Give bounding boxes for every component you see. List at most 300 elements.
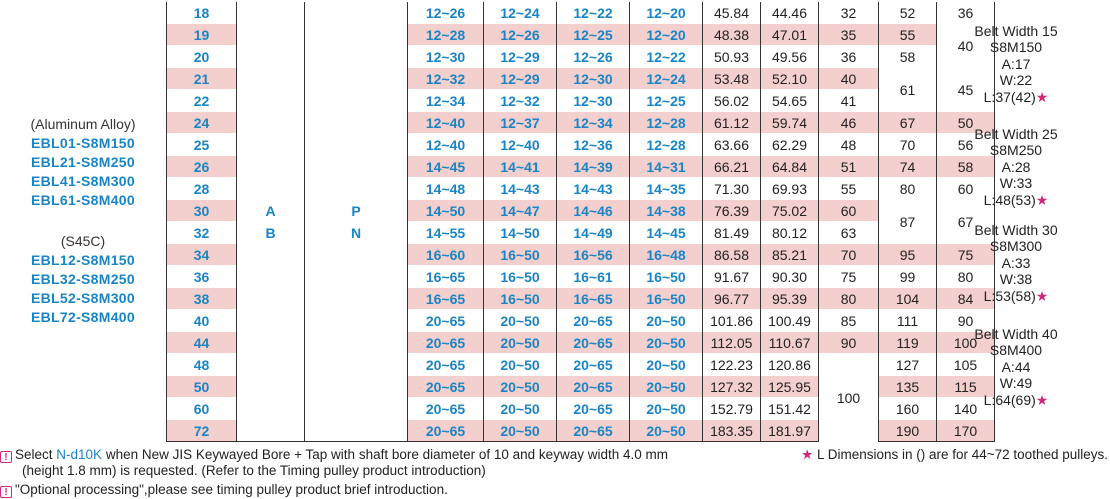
dimension-c-cell: 55 [819,178,879,200]
belt-block-40 [922,326,1110,408]
bore-range-cell: 16~50 [484,244,557,266]
bore-range-cell: 14~43 [484,178,557,200]
bore-range-cell: 12~30 [557,68,630,90]
type-a-cell [237,2,305,24]
diameter-cell: 61.12 [703,112,761,134]
type-p-cell [305,24,408,46]
aluminum-label: (Aluminum Alloy) [30,116,136,132]
table-row [167,68,995,90]
dimension-e-cell: 104 [879,288,937,310]
belt-l: L:37(42) [983,88,1036,105]
model-code: EBL41-S8M300 [31,173,135,189]
bore-range-cell: 12~29 [484,68,557,90]
dimension-c-cell: 46 [819,112,879,134]
note-text: L Dimensions in () are for 44~72 toothed pulleys. [816,447,1108,462]
belt-l-row [922,192,1110,208]
type-p-cell [305,68,408,90]
type-a-cell [237,156,305,178]
star-icon: ★ [801,447,814,462]
diameter-cell: 183.35 [703,420,761,442]
belt-w: W:22 [999,72,1033,89]
diameter-cell: 110.67 [761,332,819,354]
diameter-cell: 59.74 [761,112,819,134]
bore-range-cell: 12~25 [630,90,703,112]
bore-range-cell: 14~39 [557,156,630,178]
bore-range-cell: 20~50 [484,332,557,354]
dimension-e-cell: 190 [879,420,937,442]
dimension-f-cell: 100 [937,332,995,354]
teeth-count-cell: 19 [167,24,237,46]
diameter-cell: 90.30 [761,266,819,288]
bore-range-cell: 16~50 [484,266,557,288]
bore-range-cell: 12~34 [557,112,630,134]
model-code: EBL52-S8M300 [31,290,135,306]
bore-range-cell: 14~50 [484,222,557,244]
table-row [167,134,995,156]
belt-a: A:28 [1001,158,1031,175]
type-a-cell [237,46,305,68]
dimension-c-cell: 90 [819,332,879,354]
bore-range-cell: 16~50 [630,266,703,288]
dimension-f-cell: 67 [937,200,995,244]
type-a-cell [237,332,305,354]
note-text: when New JIS Keywayed Bore + Tap with shaft bore diameter of 10 and keyway width 4.0 mm [102,447,668,462]
bore-range-cell: 20~50 [630,398,703,420]
type-p-cell [305,420,408,442]
belt-l: L:48(53) [983,191,1036,208]
bore-range-cell: 14~45 [630,222,703,244]
star-note [801,446,1108,463]
note-text: Select [15,447,57,462]
bore-range-cell: 14~35 [630,178,703,200]
teeth-count-cell: 25 [167,134,237,156]
bore-range-cell: 12~26 [557,46,630,68]
table-row [167,24,995,46]
teeth-count-cell: 22 [167,90,237,112]
belt-a: A:33 [1001,254,1031,271]
bore-range-cell: 12~40 [484,134,557,156]
dimension-e-cell: 70 [879,134,937,156]
belt-model: S8M150 [989,39,1043,56]
dimension-c-cell: 48 [819,134,879,156]
belt-width: Belt Width 15 [974,23,1058,39]
type-p-cell [305,46,408,68]
teeth-count-cell: 28 [167,178,237,200]
dimension-e-cell: 135 [879,376,937,398]
type-p-cell: N [305,222,408,244]
dimension-f-cell: 84 [937,288,995,310]
belt-model: S8M400 [989,342,1043,359]
diameter-cell: 181.97 [761,420,819,442]
dimension-c-cell: 100 [819,354,879,442]
bore-range-cell: 14~31 [630,156,703,178]
diameter-cell: 75.02 [761,200,819,222]
table-row [167,266,995,288]
diameter-cell: 76.39 [703,200,761,222]
bore-range-cell: 14~48 [408,178,484,200]
dimension-f-cell: 75 [937,244,995,266]
note-keyway [0,446,668,463]
teeth-count-cell: 60 [167,398,237,420]
bore-range-cell: 16~65 [557,288,630,310]
bore-range-cell: 14~47 [484,200,557,222]
bore-range-cell: 20~50 [630,376,703,398]
type-a-cell [237,376,305,398]
type-p-cell [305,156,408,178]
dimension-f-cell: 80 [937,266,995,288]
bore-range-cell: 12~36 [557,134,630,156]
pulley-spec-table [166,2,995,442]
diameter-cell: 125.95 [761,376,819,398]
diameter-cell: 85.21 [761,244,819,266]
diameter-cell: 112.05 [703,332,761,354]
table-row [167,156,995,178]
type-p-cell [305,244,408,266]
bore-range-cell: 20~50 [630,310,703,332]
bore-range-cell: 12~28 [630,134,703,156]
table-row [167,112,995,134]
dimension-c-cell: 51 [819,156,879,178]
bore-range-cell: 20~65 [557,398,630,420]
diameter-cell: 101.86 [703,310,761,332]
model-list [0,0,166,440]
bore-range-cell: 20~65 [557,376,630,398]
type-a-cell [237,178,305,200]
bore-range-cell: 16~56 [557,244,630,266]
bore-range-cell: 20~50 [484,354,557,376]
teeth-count-cell: 21 [167,68,237,90]
diameter-cell: 127.32 [703,376,761,398]
diameter-cell: 52.10 [761,68,819,90]
bore-range-cell: 20~50 [630,420,703,442]
teeth-count-cell: 36 [167,266,237,288]
diameter-cell: 44.46 [761,2,819,24]
bore-range-cell: 14~46 [557,200,630,222]
dimension-e-cell: 55 [879,24,937,46]
diameter-cell: 96.77 [703,288,761,310]
bore-range-cell: 14~45 [408,156,484,178]
bore-range-cell: 20~65 [408,354,484,376]
type-a-cell [237,244,305,266]
table-row [167,46,995,68]
belt-a: A:44 [1001,358,1031,375]
type-p-cell [305,90,408,112]
diameter-cell: 100.49 [761,310,819,332]
bore-range-cell: 14~41 [484,156,557,178]
type-p-cell [305,134,408,156]
bore-range-cell: 20~50 [630,332,703,354]
dimension-e-cell: 67 [879,112,937,134]
dimension-e-cell: 119 [879,332,937,354]
belt-w: W:33 [999,175,1033,192]
type-p-cell: P [305,200,408,222]
dimension-c-cell: 63 [819,222,879,244]
type-a-cell [237,266,305,288]
belt-l: L:53(58) [983,287,1036,304]
model-code: EBL12-S8M150 [31,252,135,268]
dimension-f-cell: 90 [937,310,995,332]
bore-range-cell: 20~65 [408,310,484,332]
bore-range-cell: 12~25 [557,24,630,46]
belt-info-column [922,0,1110,440]
bore-range-cell: 16~48 [630,244,703,266]
diameter-cell: 80.12 [761,222,819,244]
teeth-count-cell: 20 [167,46,237,68]
dimension-e-cell: 111 [879,310,937,332]
bore-range-cell: 20~65 [408,398,484,420]
dimension-e-cell: 99 [879,266,937,288]
bore-range-cell: 12~32 [408,68,484,90]
dimension-f-cell: 170 [937,420,995,442]
dimension-e-cell: 95 [879,244,937,266]
dimension-e-cell: 61 [879,68,937,112]
type-a-cell [237,90,305,112]
dimension-f-cell: 56 [937,134,995,156]
bore-range-cell: 16~50 [630,288,703,310]
dimension-c-cell: 75 [819,266,879,288]
belt-l-row [922,392,1110,408]
bore-range-cell: 12~30 [557,90,630,112]
bore-range-cell: 12~40 [408,134,484,156]
bore-range-cell: 20~65 [408,376,484,398]
bore-range-cell: 12~30 [408,46,484,68]
dimension-f-cell: 36 [937,2,995,24]
bore-range-cell: 14~49 [557,222,630,244]
type-p-cell [305,178,408,200]
teeth-count-cell: 48 [167,354,237,376]
type-a-cell [237,354,305,376]
diameter-cell: 49.56 [761,46,819,68]
type-a-cell: A [237,200,305,222]
dimension-c-cell: 40 [819,68,879,90]
belt-a: A:17 [1001,55,1031,72]
bore-range-cell: 12~28 [630,112,703,134]
dimension-f-cell: 45 [937,68,995,112]
diameter-cell: 56.02 [703,90,761,112]
bore-range-cell: 12~20 [630,24,703,46]
table-row [167,200,995,222]
bore-range-cell: 20~65 [408,420,484,442]
type-p-cell [305,288,408,310]
bore-range-cell: 20~65 [557,420,630,442]
model-code: EBL61-S8M400 [31,192,135,208]
steel-label: (S45C) [60,233,106,249]
table-row [167,90,995,112]
belt-l-row [922,89,1110,105]
model-code: EBL21-S8M250 [31,154,135,170]
dimension-c-cell: 80 [819,288,879,310]
table-row [167,178,995,200]
diameter-cell: 54.65 [761,90,819,112]
table-row [167,244,995,266]
dimension-e-cell: 52 [879,2,937,24]
type-p-cell [305,2,408,24]
bore-range-cell: 14~50 [408,200,484,222]
bore-range-cell: 12~24 [484,2,557,24]
bore-range-cell: 16~61 [557,266,630,288]
bore-range-cell: 12~20 [630,2,703,24]
dimension-e-cell: 87 [879,200,937,244]
bore-range-cell: 16~50 [484,288,557,310]
type-a-cell: B [237,222,305,244]
belt-l: L:64(69) [983,391,1036,408]
star-icon: ★ [1035,88,1049,105]
belt-width: Belt Width 25 [974,126,1058,142]
bore-range-cell: 20~50 [630,354,703,376]
diameter-cell: 47.01 [761,24,819,46]
bore-range-cell: 14~43 [557,178,630,200]
type-a-cell [237,420,305,442]
dimension-c-cell: 60 [819,200,879,222]
warning-icon: ! [0,451,12,463]
dimension-e-cell: 127 [879,354,937,376]
star-icon: ★ [1035,287,1049,304]
diameter-cell: 71.30 [703,178,761,200]
diameter-cell: 86.58 [703,244,761,266]
belt-block-25 [922,126,1110,208]
table-row [167,2,995,24]
type-a-cell [237,288,305,310]
type-a-cell [237,134,305,156]
teeth-count-cell: 34 [167,244,237,266]
type-p-cell [305,112,408,134]
bore-range-cell: 16~60 [408,244,484,266]
note-keyway-line2: (height 1.8 mm) is requested. (Refer to the Timing pulley product introduction) [22,463,486,478]
dimension-c-cell: 36 [819,46,879,68]
bore-range-cell: 20~50 [484,310,557,332]
table-row [167,222,995,244]
bore-range-cell: 20~65 [557,354,630,376]
table-row [167,332,995,354]
table-row [167,354,995,376]
belt-model: S8M250 [989,142,1043,159]
diameter-cell: 45.84 [703,2,761,24]
bore-range-cell: 12~26 [408,2,484,24]
dimension-f-cell: 40 [937,24,995,68]
teeth-count-cell: 24 [167,112,237,134]
diameter-cell: 53.48 [703,68,761,90]
teeth-count-cell: 30 [167,200,237,222]
teeth-count-cell: 38 [167,288,237,310]
dimension-c-cell: 35 [819,24,879,46]
note-text: "Optional processing",please see timing pulley product brief introduction. [15,482,448,497]
diameter-cell: 50.93 [703,46,761,68]
type-a-cell [237,112,305,134]
diameter-cell: 152.79 [703,398,761,420]
note-optional [0,481,448,498]
diameter-cell: 63.66 [703,134,761,156]
diameter-cell: 66.21 [703,156,761,178]
belt-model: S8M300 [989,238,1043,255]
teeth-count-cell: 44 [167,332,237,354]
teeth-count-cell: 26 [167,156,237,178]
model-code: EBL72-S8M400 [31,309,135,325]
bore-range-cell: 12~37 [484,112,557,134]
bore-range-cell: 12~26 [484,24,557,46]
teeth-count-cell: 40 [167,310,237,332]
bore-range-cell: 16~65 [408,266,484,288]
bore-range-cell: 12~34 [408,90,484,112]
star-icon: ★ [1035,191,1049,208]
diameter-cell: 64.84 [761,156,819,178]
bore-range-cell: 12~22 [630,46,703,68]
bore-range-cell: 20~65 [557,332,630,354]
star-icon: ★ [1035,391,1049,408]
bore-range-cell: 12~40 [408,112,484,134]
type-a-cell [237,310,305,332]
type-p-cell [305,266,408,288]
dimension-c-cell: 85 [819,310,879,332]
teeth-count-cell: 32 [167,222,237,244]
dimension-c-cell: 70 [819,244,879,266]
bore-range-cell: 20~50 [484,398,557,420]
bore-range-cell: 20~50 [484,420,557,442]
type-a-cell [237,68,305,90]
bore-range-cell: 12~24 [630,68,703,90]
type-p-cell [305,398,408,420]
type-a-cell [237,24,305,46]
dimension-e-cell: 80 [879,178,937,200]
diameter-cell: 91.67 [703,266,761,288]
bore-range-cell: 12~32 [484,90,557,112]
dimension-f-cell: 50 [937,112,995,134]
bore-range-cell: 20~65 [408,332,484,354]
type-p-cell [305,310,408,332]
belt-width: Belt Width 30 [974,222,1058,238]
diameter-cell: 69.93 [761,178,819,200]
bore-range-cell: 14~55 [408,222,484,244]
bore-range-cell: 12~29 [484,46,557,68]
diameter-cell: 81.49 [703,222,761,244]
dimension-f-cell: 115 [937,376,995,398]
belt-w: W:49 [999,375,1033,392]
teeth-count-cell: 50 [167,376,237,398]
belt-w: W:38 [999,271,1033,288]
belt-l-row [922,288,1110,304]
table-row [167,310,995,332]
bore-range-cell: 14~38 [630,200,703,222]
dimension-e-cell: 58 [879,46,937,68]
dimension-e-cell: 74 [879,156,937,178]
dimension-f-cell: 105 [937,354,995,376]
model-code: EBL01-S8M150 [31,135,135,151]
model-code: EBL32-S8M250 [31,271,135,287]
diameter-cell: 122.23 [703,354,761,376]
diameter-cell: 95.39 [761,288,819,310]
diameter-cell: 120.86 [761,354,819,376]
type-a-cell [237,398,305,420]
bore-range-cell: 12~28 [408,24,484,46]
warning-icon: ! [0,486,12,498]
bore-range-cell: 20~65 [557,310,630,332]
dimension-e-cell: 160 [879,398,937,420]
type-p-cell [305,376,408,398]
belt-block-30 [922,222,1110,304]
type-p-cell [305,332,408,354]
note-highlight: N-d10K [56,447,103,462]
teeth-count-cell: 18 [167,2,237,24]
belt-block-15 [922,23,1110,105]
type-p-cell [305,354,408,376]
bore-range-cell: 12~22 [557,2,630,24]
dimension-c-cell: 32 [819,2,879,24]
dimension-f-cell: 140 [937,398,995,420]
diameter-cell: 62.29 [761,134,819,156]
bore-range-cell: 20~50 [484,376,557,398]
dimension-f-cell: 60 [937,178,995,200]
dimension-c-cell: 41 [819,90,879,112]
bore-range-cell: 16~65 [408,288,484,310]
